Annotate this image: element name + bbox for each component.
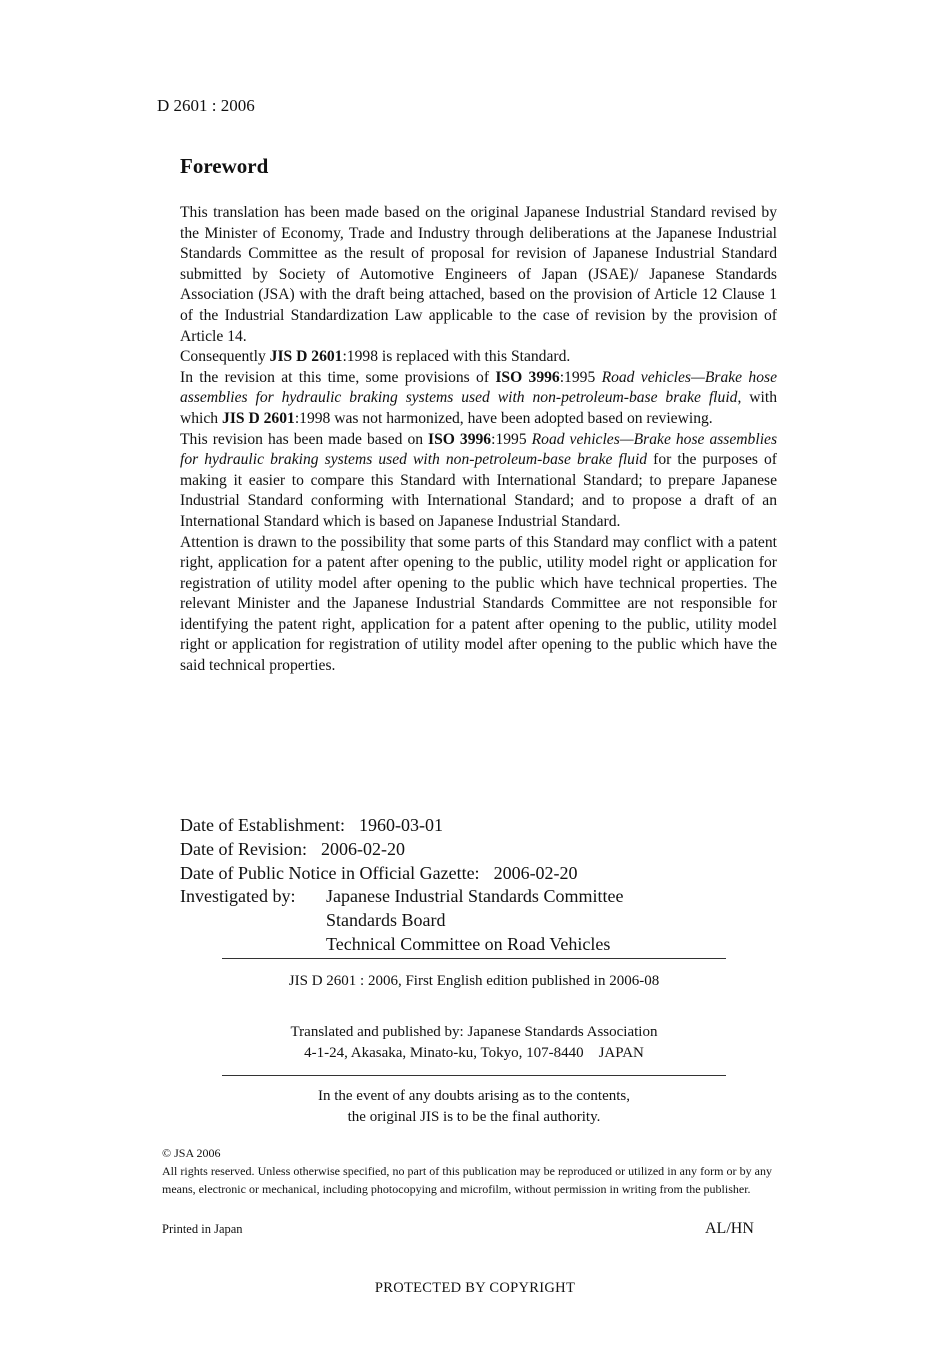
foreword-paragraph-2	[180, 347, 777, 368]
foreword-paragraph-1: This translation has been made based on the original Japanese Industrial Standard revised by the Minister of Economy, Trade and Industry through deliberations at the Japanese Industrial Standards Committee as the result of proposal for revision of Japanese Industrial Standard submitted by Society of Automotive Engineers of Japan (JSAE)/ Japanese Standards Association (JSA) with the draft being attached, based on the provision of Article 12 Clause 1 of the Industrial Standardization Law applicable to the case of revision by the provision of Article 14.	[180, 204, 777, 345]
establishment-label: Date of Establishment:	[180, 815, 345, 835]
text-run: , with which	[180, 389, 777, 427]
gazette-value: 2006-02-20	[493, 862, 578, 883]
foreword-paragraph-5: Attention is drawn to the possibility that some parts of this Standard may conflict with a patent right, application for a patent after opening to the public, utility model right or application for registration of utility model after opening to the public which have technical properties. The relevant Minister and the Japanese Industrial Standards Committee are not responsible for identifying the patent right, application for a patent after opening to the public, utility model right or application for registration of utility model after opening to the public which have the said technical properties.	[180, 533, 777, 675]
standard-ref: JIS D 2601	[269, 348, 343, 366]
gazette-label: Date of Public Notice in Official Gazette:	[180, 862, 480, 883]
publisher-line: Translated and published by: Japanese Standards Association	[290, 1024, 658, 1040]
printed-in: Printed in Japan	[162, 1222, 243, 1236]
establishment-row	[180, 814, 623, 838]
publisher-block	[222, 1022, 726, 1064]
authority-note	[222, 1086, 726, 1128]
investigated-list	[326, 885, 623, 956]
investigated-row	[180, 885, 623, 956]
text-run: :1998 is replaced with this Standard.	[342, 348, 571, 366]
protected-footer: PROTECTED BY COPYRIGHT	[374, 1280, 576, 1296]
investigated-label: Investigated by:	[180, 886, 296, 907]
foreword-paragraph-3	[180, 368, 777, 430]
investigated-line: Standards Board	[326, 910, 446, 931]
text-run: for the purposes of making it easier to compare this Standard with International Standard; to prepare Japanese Industrial Standard conforming with International Standard; and to propose a draft of an International Standard which is based on Japanese Industrial Standard.	[180, 451, 777, 530]
document-code: D 2601 : 2006	[157, 96, 255, 115]
page-title: Foreword	[180, 154, 269, 178]
revision-row	[180, 838, 623, 862]
foreword-body	[180, 203, 777, 677]
text-run: :1998 was not harmonized, have been adopted based on reviewing.	[294, 409, 713, 427]
rights-statement: All rights reserved. Unless otherwise specified, no part of this publication may be reproduced or utilized in any form or by any means, electronic or mechanical, including photocopying and microfilm, without permission in writing from the publisher.	[162, 1164, 772, 1196]
text-run: :1995	[559, 368, 602, 386]
standard-ref: ISO 3996	[495, 368, 560, 386]
copyright-notice: © JSA 2006	[162, 1146, 221, 1160]
authority-line: the original JIS is to be the final authority.	[347, 1109, 601, 1125]
dates-block	[180, 814, 623, 957]
investigated-line: Japanese Industrial Standards Committee	[326, 886, 624, 907]
print-code: AL/HN	[705, 1220, 754, 1237]
divider	[222, 1075, 726, 1076]
revision-value: 2006-02-20	[320, 838, 405, 859]
investigated-line: Technical Committee on Road Vehicles	[326, 933, 611, 954]
authority-line: In the event of any doubts arising as to the contents,	[317, 1088, 630, 1104]
copyright-block	[162, 1144, 772, 1198]
text-run: This revision has been made based on	[180, 430, 429, 448]
standard-ref: ISO 3996	[428, 430, 492, 448]
edition-note: JIS D 2601 : 2006, First English edition published in 2006-08	[288, 973, 660, 989]
divider	[222, 958, 726, 959]
standard-ref: JIS D 2601	[222, 409, 295, 427]
standard-title: Road vehicles—Brake hose assemblies for hydraulic braking systems used with non-petroleum-base brake fluid	[180, 368, 777, 407]
gazette-row	[180, 862, 623, 886]
establishment-value: 1960-03-01	[358, 815, 443, 835]
standard-title: Road vehicles—Brake hose assemblies for hydraulic braking systems used with non-petroleum-base brake fluid	[180, 430, 778, 469]
revision-label: Date of Revision:	[180, 838, 307, 859]
publisher-address: 4-1-24, Akasaka, Minato-ku, Tokyo, 107-8440 JAPAN	[304, 1045, 644, 1061]
text-run: In the revision at this time, some provisions of	[180, 368, 496, 386]
text-run: Consequently	[180, 348, 270, 366]
foreword-paragraph-4	[180, 430, 777, 533]
text-run: :1995	[491, 430, 532, 448]
